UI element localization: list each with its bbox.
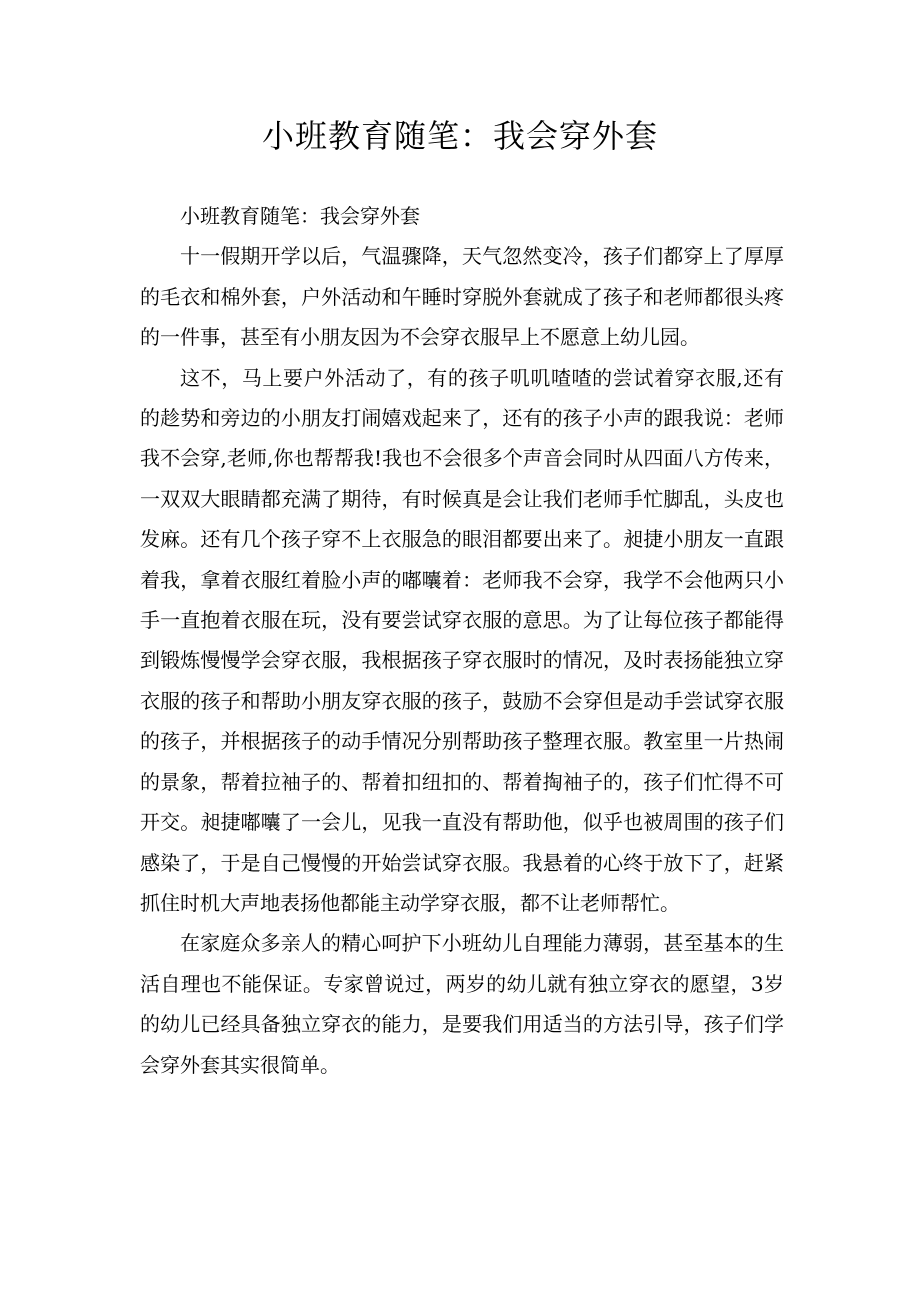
subtitle-paragraph: 小班教育随笔：我会穿外套 — [180, 204, 420, 228]
document-title: 小班教育随笔：我会穿外套 — [261, 117, 658, 155]
paragraph-intro: 十一假期开学以后，气温骤降，天气忽然变冷，孩子们都穿上了厚厚的毛衣和棉外套，户外活动和午睡时穿脱外套就成了孩子和老师都很头疼的一件事，甚至有小朋友因为不会穿衣服早上不愿意上幼儿园。 — [140, 244, 784, 350]
paragraph-conclusion: 在家庭众多亲人的精心呵护下小班幼儿自理能力薄弱，甚至基本的生活自理也不能保证。专家曾说过，两岁的幼儿就有独立穿衣的愿望，3岁的幼儿已经具备独立穿衣的能力，是要我们用适当的方法引导，孩子们学会穿外套其实很简单。 — [140, 931, 784, 1077]
paragraph-story: 这不，马上要户外活动了，有的孩子叽叽喳喳的尝试着穿衣服,还有的趁势和旁边的小朋友打闹嬉戏起来了，还有的孩子小声的跟我说：老师我不会穿,老师,你也帮帮我!我也不会很多个声音会同时从四面八方传来，一双双大眼睛都充满了期待，有时候真是会让我们老师手忙脚乱，头皮也发麻。还有几个孩子穿不上衣服急的眼泪都要出来了。昶捷小朋友一直跟着我，拿着衣服红着脸小声的嘟囔着：老师我不会穿，我学不会他两只小手一直抱着衣服在玩，没有要尝试穿衣服的意思。为了让每位孩子都能得到锻炼慢慢学会穿衣服，我根据孩子穿衣服时的情况，及时表扬能独立穿衣服的孩子和帮助小朋友穿衣服的孩子，鼓励不会穿但是动手尝试穿衣服的孩子，并根据孩子的动手情况分别帮助孩子整理衣服。教室里一片热闹的景象，帮着拉袖子的、帮着扣纽扣的、帮着掏袖子的，孩子们忙得不可开交。昶捷嘟囔了一会儿，见我一直没有帮助他，似乎也被周围的孩子们感染了，于是自己慢慢的开始尝试穿衣服。我悬着的心终于放下了，赶紧抓住时机大声地表扬他都能主动学穿衣服，都不让老师帮忙。 — [140, 365, 784, 915]
document-body — [140, 196, 784, 1085]
